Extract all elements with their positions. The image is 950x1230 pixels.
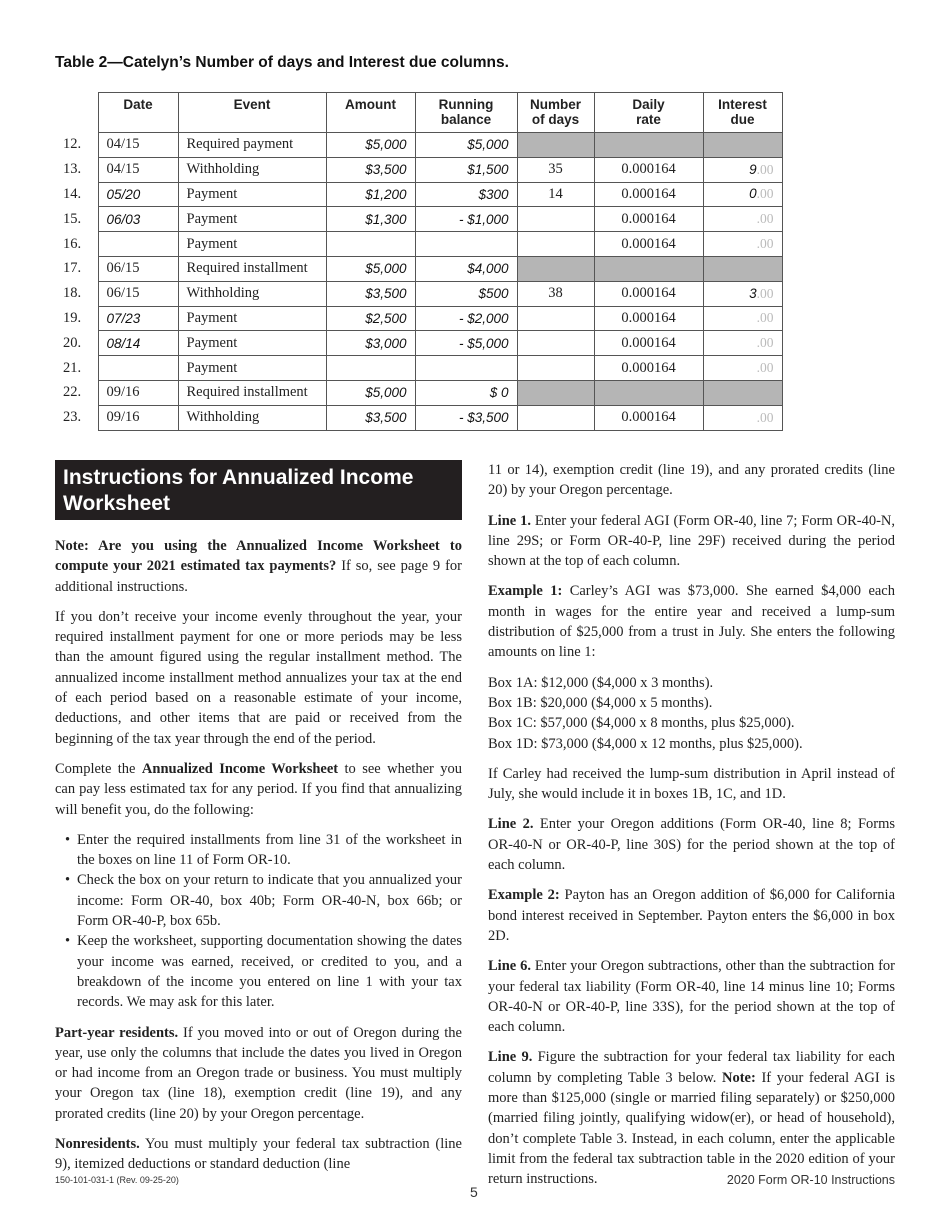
paragraph xyxy=(55,1023,462,1124)
paragraph-text: 11 or 14), exemption credit (line 19), and any prorated credits (line 20) by your Oregon percentage. xyxy=(488,462,895,499)
line-number: 21. xyxy=(55,356,98,381)
bullet-list xyxy=(65,830,462,1013)
date-cell: 09/16 xyxy=(98,380,178,405)
paragraph-text: If you don’t receive your income evenly throughout the year, your required installment payment for one or more periods may be less than the amount figured using the regular installment method. The annualized income installment method annualizes your tax at the end of each period based on a reasonable estimate of your income, deductions, and other items that are paid or received from the beginning of the tax year through the end of the period. xyxy=(55,608,462,747)
daily-rate-cell: 0.000164 xyxy=(594,157,703,182)
section-heading: Instructions for Annualized Income Worksheet xyxy=(55,460,462,520)
amount-cell: $5,000 xyxy=(326,256,415,281)
daily-rate-cell: 0.000164 xyxy=(594,232,703,257)
bullet-item: • Keep the worksheet, supporting documentation showing the dates your income was earned, received, or credited to you, and a breakdown of the income you entered on line 1 with your tax records. We may ask for this later. xyxy=(65,931,462,1012)
number-of-days-cell: 38 xyxy=(517,281,594,306)
line-number: 19. xyxy=(55,306,98,331)
table-row xyxy=(55,405,782,430)
paragraph-text: Complete the xyxy=(55,760,142,777)
line-number: 14. xyxy=(55,182,98,207)
line-number: 16. xyxy=(55,232,98,257)
paragraph-text: If Carley had received the lump-sum distribution in April instead of July, she would include it in boxes 1B, 1C, and 1D. xyxy=(488,765,895,803)
line-number: 18. xyxy=(55,281,98,306)
interest-cents: .00 xyxy=(756,161,774,177)
table-row xyxy=(55,182,782,207)
interest-cents: .00 xyxy=(756,360,774,376)
running-balance-cell xyxy=(415,232,517,257)
running-balance-cell: $ 0 xyxy=(415,380,517,405)
table-row xyxy=(55,133,782,158)
paragraph xyxy=(55,607,462,749)
header-amount: Amount xyxy=(326,93,415,133)
number-of-days-cell xyxy=(517,256,594,281)
table-row xyxy=(55,380,782,405)
paragraph xyxy=(488,460,895,501)
date-cell xyxy=(98,232,178,257)
running-balance-cell: $4,000 xyxy=(415,256,517,281)
bold-lead-text: Line 6. xyxy=(488,958,531,975)
event-cell: Withholding xyxy=(178,157,326,182)
interest-due-cell xyxy=(703,405,782,430)
table-row xyxy=(55,306,782,331)
bullet-item: • Enter the required installments from line 31 of the worksheet in the boxes on line 11 of Form OR-10. xyxy=(65,830,462,871)
paragraph-text: Figure the subtraction for your federal tax liability for each column by completing Table 3 below. xyxy=(488,1049,896,1086)
number-of-days-cell xyxy=(517,306,594,331)
interest-due-cell xyxy=(703,256,782,281)
paragraph-text: Payton has an Oregon addition of $6,000 for California bond interest received in September. Payton enters the $6,000 in box 2D. xyxy=(488,887,896,944)
date-cell: 05/20 xyxy=(98,182,178,207)
line-number: 13. xyxy=(55,157,98,182)
running-balance-cell: - $3,500 xyxy=(415,405,517,430)
interest-due-cell xyxy=(703,133,782,158)
interest-cents: .00 xyxy=(756,310,774,326)
amount-cell: $1,300 xyxy=(326,207,415,232)
date-cell: 04/15 xyxy=(98,157,178,182)
daily-rate-cell: 0.000164 xyxy=(594,207,703,232)
number-of-days-cell xyxy=(517,405,594,430)
paragraph xyxy=(55,1134,462,1175)
header-daily-rate: Daily rate xyxy=(594,93,703,133)
running-balance-cell: - $5,000 xyxy=(415,331,517,356)
number-of-days-cell xyxy=(517,356,594,381)
header-date: Date xyxy=(98,93,178,133)
paragraph-text: Carley’s AGI was $73,000. She earned $4,000 each month in wages for the entire year and received a lump-sum distribution of $25,000 from a trust in July. She enters the following amounts on line 1: xyxy=(488,583,895,661)
interest-due-cell xyxy=(703,306,782,331)
bold-lead-text: Line 1. xyxy=(488,512,531,529)
paragraph xyxy=(488,581,895,662)
running-balance-cell: - $2,000 xyxy=(415,306,517,331)
bold-lead-text: Part-year residents. xyxy=(55,1024,179,1041)
paragraph xyxy=(488,814,895,875)
amount-cell: $3,500 xyxy=(326,405,415,430)
interest-table xyxy=(55,92,783,431)
table-row xyxy=(55,256,782,281)
amount-cell: $2,500 xyxy=(326,306,415,331)
daily-rate-cell: 0.000164 xyxy=(594,405,703,430)
daily-rate-cell xyxy=(594,256,703,281)
event-cell: Required installment xyxy=(178,256,326,281)
box-amount-line: Box 1A: $12,000 ($4,000 x 3 months). xyxy=(488,674,714,691)
amount-cell: $1,200 xyxy=(326,182,415,207)
box-amount-line: Box 1D: $73,000 ($4,000 x 12 months, plus $25,000). xyxy=(488,735,803,752)
header-running-balance: Running balance xyxy=(415,93,517,133)
interest-due-cell xyxy=(703,207,782,232)
amount-cell xyxy=(326,232,415,257)
date-cell: 06/15 xyxy=(98,281,178,306)
paragraph xyxy=(55,759,462,820)
event-cell: Withholding xyxy=(178,405,326,430)
date-cell: 06/03 xyxy=(98,207,178,232)
interest-due-cell xyxy=(703,356,782,381)
running-balance-cell: $5,000 xyxy=(415,133,517,158)
box-amount-line: Box 1C: $57,000 ($4,000 x 8 months, plus $25,000). xyxy=(488,715,795,732)
amount-cell: $5,000 xyxy=(326,380,415,405)
number-of-days-cell: 14 xyxy=(517,182,594,207)
bullet-item: • Check the box on your return to indicate that you annualized your income: Form OR-40, box 40b; Form OR-40-N, box 66b; or Form OR-40-P, box 65b. xyxy=(65,870,462,931)
number-of-days-cell xyxy=(517,232,594,257)
amount-cell: $5,000 xyxy=(326,133,415,158)
event-cell: Payment xyxy=(178,356,326,381)
header-event: Event xyxy=(178,93,326,133)
running-balance-cell: $500 xyxy=(415,281,517,306)
box-amount-list xyxy=(488,673,895,754)
footer-title: 2020 Form OR-10 Instructions xyxy=(726,1173,895,1187)
bold-lead-text: Note: xyxy=(722,1069,756,1086)
header-number-of-days: Number of days xyxy=(517,93,594,133)
line-number-header xyxy=(55,93,98,133)
interest-due-cell xyxy=(703,281,782,306)
interest-due-cell xyxy=(703,232,782,257)
interest-cents: .00 xyxy=(756,186,774,202)
bold-lead-text: Line 2. xyxy=(488,816,534,833)
running-balance-cell: - $1,000 xyxy=(415,207,517,232)
event-cell: Payment xyxy=(178,182,326,207)
line-number: 22. xyxy=(55,380,98,405)
daily-rate-cell: 0.000164 xyxy=(594,306,703,331)
event-cell: Withholding xyxy=(178,281,326,306)
interest-dollars: 0 xyxy=(749,186,757,202)
number-of-days-cell xyxy=(517,133,594,158)
line-number: 17. xyxy=(55,256,98,281)
amount-cell: $3,000 xyxy=(326,331,415,356)
number-of-days-cell xyxy=(517,380,594,405)
paragraph-text: You must multiply your federal tax subtraction (line 9), itemized deductions or standard deduction (line xyxy=(55,1136,462,1173)
daily-rate-cell: 0.000164 xyxy=(594,182,703,207)
paragraph xyxy=(488,1047,895,1189)
interest-cents: .00 xyxy=(756,285,774,301)
daily-rate-cell: 0.000164 xyxy=(594,331,703,356)
interest-cents: .00 xyxy=(756,335,774,351)
event-cell: Payment xyxy=(178,306,326,331)
event-cell: Payment xyxy=(178,207,326,232)
paragraph-text: If your federal AGI is more than $125,000 (single or married filing separately) or $250,000 (married filing jointly, qualifying widow(er), or head of household), don’t complete Table 3. Instead, in each column, enter the applicable limit from the federal tax subtraction table in the 2020 edition of your return instructions. xyxy=(488,1069,895,1188)
left-column xyxy=(55,460,462,1185)
table-header-row xyxy=(55,93,782,133)
page-number: 5 xyxy=(470,1184,478,1200)
interest-cents: .00 xyxy=(756,211,774,227)
bold-lead-text: Example 1: xyxy=(488,583,563,600)
date-cell: 08/14 xyxy=(98,331,178,356)
paragraph-text: to see whether you can pay less estimated tax for any period. If you find that annualizing will benefit you, do the following: xyxy=(55,760,462,818)
paragraph-text: Enter your Oregon subtractions, other than the subtraction for your federal tax liability (Form OR-40, line 14 minus line 10; Forms OR-40-N or OR-40-P, line 33S), for the period shown at the top of each column. xyxy=(488,958,896,1036)
paragraph xyxy=(55,536,462,597)
paragraph xyxy=(488,764,895,805)
line-number: 12. xyxy=(55,133,98,158)
interest-due-cell xyxy=(703,380,782,405)
number-of-days-cell xyxy=(517,331,594,356)
interest-dollars: 3 xyxy=(749,285,757,301)
paragraph-text: If so, see page 9 for additional instructions. xyxy=(55,558,463,595)
line-number: 20. xyxy=(55,331,98,356)
table-row xyxy=(55,157,782,182)
event-cell: Payment xyxy=(178,232,326,257)
interest-dollars: 9 xyxy=(749,161,757,177)
paragraph-text: If you moved into or out of Oregon during the year, use only the columns that include the dates you lived in Oregon or had income from an Oregon trade or business. You must multiply your Oregon tax (line 18), exemption credit (line 19), and any prorated credits (line 20) by your Oregon percentage. xyxy=(55,1024,462,1122)
interest-due-cell xyxy=(703,182,782,207)
amount-cell xyxy=(326,356,415,381)
bold-lead-text: Example 2: xyxy=(488,887,560,904)
amount-cell: $3,500 xyxy=(326,281,415,306)
number-of-days-cell: 35 xyxy=(517,157,594,182)
date-cell: 09/16 xyxy=(98,405,178,430)
paragraph xyxy=(488,956,895,1037)
paragraph-text: Enter your Oregon additions (Form OR-40, line 8; Forms OR-40-N or OR-40-P, line 30S) for the period shown at the top of each column. xyxy=(488,816,896,874)
bold-lead-text: Annualized Income Worksheet xyxy=(141,760,339,777)
header-interest-due: Interest due xyxy=(703,93,782,133)
interest-cents: .00 xyxy=(756,409,774,425)
running-balance-cell: $300 xyxy=(415,182,517,207)
box-amount-line: Box 1B: $20,000 ($4,000 x 5 months). xyxy=(488,694,713,711)
number-of-days-cell xyxy=(517,207,594,232)
form-number: 150-101-031-1 (Rev. 09-25-20) xyxy=(55,1175,179,1185)
line-number: 23. xyxy=(55,405,98,430)
table-row xyxy=(55,281,782,306)
paragraph xyxy=(488,511,895,572)
daily-rate-cell: 0.000164 xyxy=(594,281,703,306)
paragraph-text: Enter your federal AGI (Form OR-40, line 7; Form OR-40-N, line 29S; or Form OR-40-P, line 29F) received during the period shown at the top of each column. xyxy=(488,512,895,570)
amount-cell: $3,500 xyxy=(326,157,415,182)
date-cell: 06/15 xyxy=(98,256,178,281)
table-row xyxy=(55,207,782,232)
interest-due-cell xyxy=(703,331,782,356)
event-cell: Required installment xyxy=(178,380,326,405)
running-balance-cell: $1,500 xyxy=(415,157,517,182)
table-title: Table 2—Catelyn’s Number of days and Interest due columns. xyxy=(55,54,509,71)
right-column xyxy=(488,460,895,1200)
date-cell: 04/15 xyxy=(98,133,178,158)
bold-lead-text: Note: Are you using the Annualized Income Worksheet to compute your 2021 estimated tax payments? xyxy=(55,538,462,575)
event-cell: Required payment xyxy=(178,133,326,158)
table-row xyxy=(55,232,782,257)
daily-rate-cell xyxy=(594,133,703,158)
bold-lead-text: Line 9. xyxy=(488,1049,533,1066)
bold-lead-text: Nonresidents. xyxy=(55,1136,140,1153)
daily-rate-cell: 0.000164 xyxy=(594,356,703,381)
line-number: 15. xyxy=(55,207,98,232)
paragraph xyxy=(488,885,895,946)
interest-cents: .00 xyxy=(756,236,774,252)
daily-rate-cell xyxy=(594,380,703,405)
interest-due-cell xyxy=(703,157,782,182)
table-row xyxy=(55,356,782,381)
event-cell: Payment xyxy=(178,331,326,356)
date-cell xyxy=(98,356,178,381)
date-cell: 07/23 xyxy=(98,306,178,331)
running-balance-cell xyxy=(415,356,517,381)
table-row xyxy=(55,331,782,356)
